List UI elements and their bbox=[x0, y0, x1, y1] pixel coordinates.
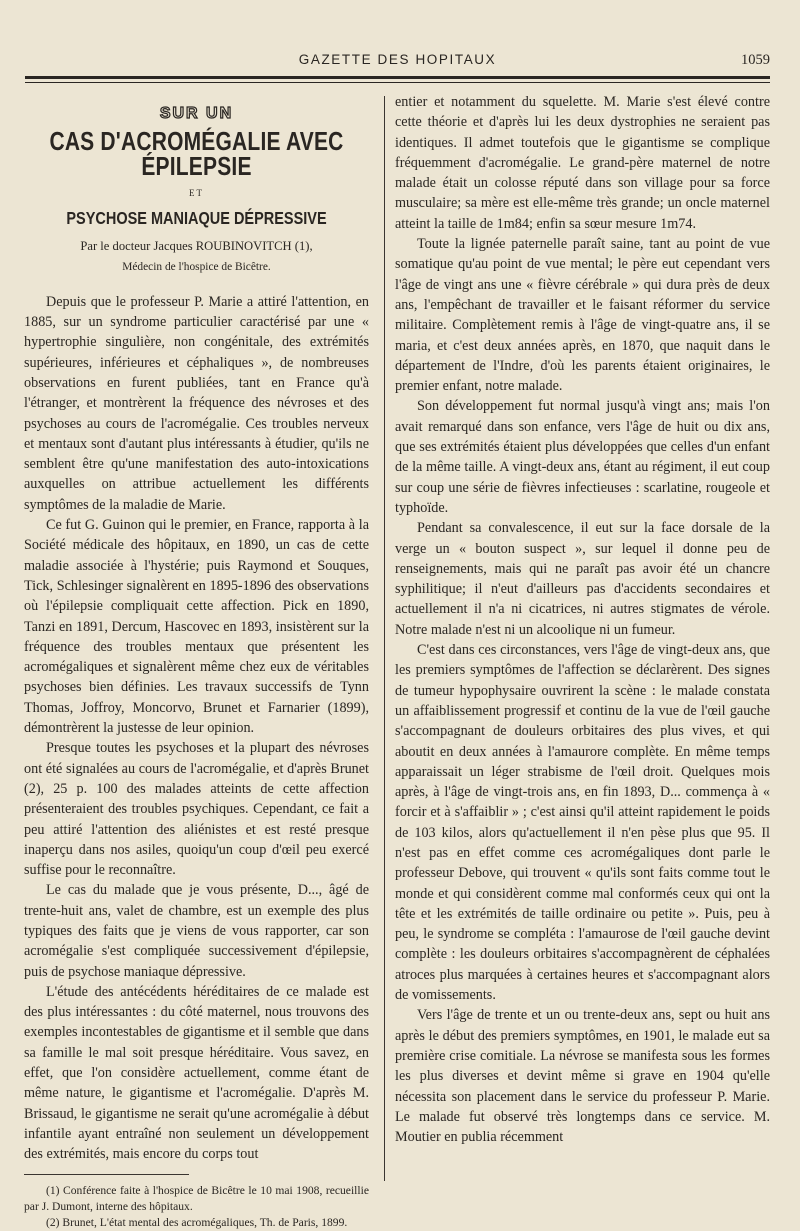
paragraph: C'est dans ces circonstances, vers l'âge de vingt-deux ans, que les premiers symptômes de l'affection se déclarèrent. Des signes de tumeur hypophysaire ouvrirent la scène : le malade constata un affaiblissement progressif et continu de la vue de l'œil gauche s'accompagnant de douleurs orbitaires des plus vives, et qui aboutit en deux années à l'amaurore complète. En même temps apparaissait un léger strabisme de l'œil droit. Quelques mois après, à l'âge de vingt-trois ans, en fin 1893, D... commença à « forcir et à s'affaiblir » ; c'est ainsi qu'il atteint rapidement le poids de 103 kilos, alors qu'actuellement il n'en pèse plus que 95. Il n'est pas en effet comme ces acromégaliques dont parle le professeur Debove, qui trouvent « qu'ils sont faits comme tout le monde et qui considèrent comme mal conformés ceux qui ont la tête et les extrémités de taille ordinaire ou petite ». Puis, peu à peu, le syndrome se compléta : l'amaurose de l'œil gauche devint complète : les douleurs orbitaires s'accompagnèrent de céphalées atroces plus marquées à certaines heures et s'accompagnant alors de vomissements. bbox=[395, 642, 770, 1004]
footnote: (1) Conférence faite à l'hospice de Bicêtre le 10 mai 1908, recueillie par J. Dumont, interne des hôpitaux. bbox=[24, 1183, 369, 1213]
article-byline: Par le docteur Jacques ROUBINOVITCH (1), bbox=[80, 239, 313, 254]
right-column bbox=[395, 92, 770, 1147]
article-subtitle: PSYCHOSE MANIAQUE DÉPRESSIVE bbox=[66, 209, 327, 229]
header-rule-thick bbox=[25, 76, 770, 79]
paragraph: Presque toutes les psychoses et la plupart des névroses ont été signalées au cours de l'acromégalie, et d'après Brunet (2), 25 p. 100 des malades atteints de cette affection présenteraient des troubles psychiques. Cependant, ce fait a peu attiré l'attention des aliénistes et est resté presque inaperçu dans nos asiles, quoiqu'un coup d'œil peu exercé suffise pour le reconnaître. bbox=[24, 740, 369, 879]
article-conjunction: ET bbox=[189, 187, 204, 198]
article-kicker: SUR UN bbox=[159, 105, 234, 122]
paragraph: Le cas du malade que je vous présente, D..., âgé de trente-huit ans, valet de chambre, est un exemple des plus typiques des faits que je viens de vous rapporter, car son acromégalie s'est compliquée successivement d'épilepsie, puis de psychose maniaque dépressive. bbox=[24, 882, 369, 980]
paragraph: Depuis que le professeur P. Marie a attiré l'attention, en 1885, sur un syndrome particulier caractérisé par une « hypertrophie singulière, non congénitale, des extrémités supérieures, inférieures et céphaliques », de nombreuses observations en furent publiées, tant en France qu'à l'étranger, et montrèrent la fréquence des névroses et des psychoses au cours de l'acromégalie. Ces troubles nerveux et mentaux sont d'autant plus intéressants à étudier, qu'ils ne semblent être qu'une manifestation des auto-intoxications auxquelles on attribue actuellement les différents symptômes de la maladie de Marie. bbox=[24, 293, 369, 513]
author-affiliation: Médecin de l'hospice de Bicêtre. bbox=[122, 261, 271, 274]
paragraph: Pendant sa convalescence, il eut sur la face dorsale de la verge un « bouton suspect », sur lequel il donne peu de renseignements, mais qui ne paraît pas avoir été un chancre syphilitique; il n'eut d'ailleurs pas d'accidents secondaires et actuellement il n'a ni cicatrices, ni autres stigmates de vérole. Notre malade n'est ni un alcoolique ni un fumeur. bbox=[395, 520, 770, 638]
page-number: 1059 bbox=[741, 52, 770, 68]
column-divider bbox=[384, 96, 385, 1181]
header-rule-thin bbox=[25, 82, 770, 83]
footnote-rule bbox=[24, 1174, 189, 1175]
article-title: CAS D'ACROMÉGALIE AVEC ÉPILEPSIE bbox=[49, 127, 344, 182]
left-column bbox=[24, 92, 369, 1231]
running-title: GAZETTE DES HOPITAUX bbox=[298, 52, 497, 67]
paragraph: Ce fut G. Guinon qui le premier, en France, rapporta à la Société médicale des hôpitaux, en 1890, un cas de cette maladie associée à l'hystérie; puis Raymond et Souques, Tick, Schlesinger signalèrent en 1895-1896 des observations où l'épilepsie compliquait cette affection. Pick en 1890, Tanzi en 1891, Dercum, Hascovec en 1893, insistèrent sur la fréquence des troubles mentaux que présentent les acromégaliques et signalèrent même chez eux de véritables psychoses bien définies. Les travaux successifs de Tynn Thomas, Joffroy, Moncorvo, Brunet et Farnarier (1899), démontrèrent la justesse de leur opinion. bbox=[24, 517, 369, 737]
page-header bbox=[25, 52, 770, 72]
footnote: (2) Brunet, L'état mental des acromégaliques, Th. de Paris, 1899. bbox=[46, 1215, 348, 1229]
paragraph: Son développement fut normal jusqu'à vingt ans; mais l'on avait remarqué dans son enfance, vers l'âge de huit ou dix ans, que ses extrémités étaient plus développées que celles d'un enfant de la même taille. A vingt-deux ans, étant au régiment, il eut coup sur coup une série de fièvres infectieuses : scarlatine, rougeole et typhoïde. bbox=[395, 398, 770, 516]
paragraph: entier et notamment du squelette. M. Marie s'est élevé contre cette théorie et d'après lui les deux dystrophies ne seraient pas identiques. Il admet toutefois que le gigantisme se complique fréquemment d'acromégalie. Le grand-père maternel de notre malade était un colosse réputé dans son village pour sa force musculaire; sa mère est elle-même très grande; un oncle maternel atteint la taille de 1m84; enfin sa sœur mesure 1m74. bbox=[395, 94, 770, 232]
paragraph: L'étude des antécédents héréditaires de ce malade est des plus intéressantes : du côté maternel, nous trouvons des exemples incontestables de gigantisme et il semble que dans sa famille le mal soit presque héréditaire. Vous savez, en effet, que l'on considère actuellement, comme étant de même nature, le gigantisme et l'acromégalie. D'après M. Brissaud, le gigantisme ne serait qu'une acromégalie à début infantile ayant entraîné non seulement un développement des extrémités, mais encore du corps tout bbox=[24, 983, 369, 1163]
paragraph: Toute la lignée paternelle paraît saine, tant au point de vue somatique qu'au point de vue mental; le père eut cependant vers l'âge de vingt ans une « fièvre cérébrale » qui dura près de deux ans, l'empêchant de travailler et le faisant réformer du service militaire. Complètement remis à l'âge de vingt-quatre ans, il se maria, et c'est deux années après, en 1870, que naquit dans le département de l'Indre, d'où les parents étaient originaires, le premier enfant, notre malade. bbox=[395, 236, 770, 395]
paragraph: Vers l'âge de trente et un ou trente-deux ans, sept ou huit ans après le début des premiers symptômes, en 1901, le malade eut sa première crise comitiale. La névrose se manifesta sous les formes les plus diverses et devint même si grave en 1904 qu'elle nécessita son placement dans le service du professeur P. Marie. Le malade fut observé très longtemps dans ce service. M. Moutier en publia récemment bbox=[395, 1007, 770, 1146]
